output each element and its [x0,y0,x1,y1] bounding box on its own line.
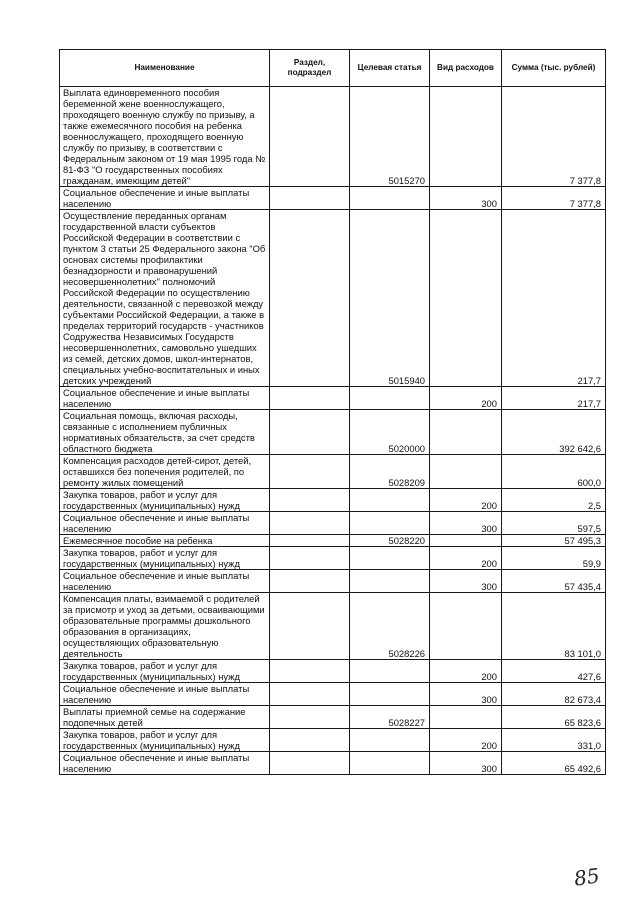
row-sum-cell: 59,9 [502,547,606,570]
row-section-cell [270,410,350,455]
row-type-cell [430,593,502,660]
row-section-cell [270,660,350,683]
row-name-cell: Социальное обеспечение и иные выплаты населению [60,570,270,593]
row-sum-cell: 217,7 [502,387,606,410]
row-target-cell [350,570,430,593]
row-target-cell [350,752,430,775]
row-type-cell [430,210,502,387]
table-row [60,489,606,512]
row-name-cell: Компенсация расходов детей-сирот, детей, оставшихся без попечения родителей, по ремонту жилых помещений [60,455,270,489]
table-row [60,455,606,489]
row-sum-cell: 57 435,4 [502,570,606,593]
row-sum-cell: 392 642,6 [502,410,606,455]
row-section-cell [270,729,350,752]
row-type-cell: 200 [430,547,502,570]
row-name-cell: Компенсация платы, взимаемой с родителей за присмотр и уход за детьми, осваивающими образовательные программы дошкольного образования в организациях, осуществляющих образовательную деятельность [60,593,270,660]
table-row [60,547,606,570]
table-row [60,729,606,752]
table-row [60,683,606,706]
row-type-cell: 200 [430,387,502,410]
row-section-cell [270,593,350,660]
row-target-cell [350,387,430,410]
row-section-cell [270,752,350,775]
row-sum-cell: 331,0 [502,729,606,752]
table-row [60,387,606,410]
row-type-cell [430,87,502,187]
row-section-cell [270,547,350,570]
row-section-cell [270,455,350,489]
row-section-cell [270,512,350,535]
row-sum-cell: 427,6 [502,660,606,683]
row-target-cell [350,660,430,683]
row-type-cell: 300 [430,512,502,535]
table-row [60,706,606,729]
row-sum-cell: 2,5 [502,489,606,512]
row-type-cell: 300 [430,752,502,775]
row-sum-cell: 7 377,8 [502,87,606,187]
row-target-cell [350,512,430,535]
row-target-cell [350,489,430,512]
row-type-cell [430,410,502,455]
row-section-cell [270,387,350,410]
row-sum-cell: 600,0 [502,455,606,489]
table-row [60,187,606,210]
row-section-cell [270,683,350,706]
table-row [60,752,606,775]
row-name-cell: Закупка товаров, работ и услуг для государственных (муниципальных) нужд [60,547,270,570]
row-section-cell [270,489,350,512]
row-section-cell [270,187,350,210]
row-target-cell: 5028220 [350,535,430,547]
row-target-cell [350,187,430,210]
row-type-cell [430,706,502,729]
row-section-cell [270,570,350,593]
row-section-cell [270,706,350,729]
header-target: Целевая статья [350,50,430,87]
row-name-cell: Социальное обеспечение и иные выплаты населению [60,512,270,535]
row-name-cell: Выплаты приемной семье на содержание подопечных детей [60,706,270,729]
header-section: Раздел, подраздел [270,50,350,87]
row-target-cell: 5028226 [350,593,430,660]
table-row [60,535,606,547]
budget-table [59,49,606,775]
row-sum-cell: 83 101,0 [502,593,606,660]
row-type-cell [430,535,502,547]
row-type-cell: 300 [430,187,502,210]
row-type-cell [430,455,502,489]
table-row [60,410,606,455]
table-row [60,593,606,660]
row-target-cell: 5015270 [350,87,430,187]
row-target-cell: 5028227 [350,706,430,729]
table-row [60,660,606,683]
row-type-cell: 300 [430,683,502,706]
row-type-cell: 200 [430,729,502,752]
row-type-cell: 200 [430,489,502,512]
row-target-cell [350,729,430,752]
row-target-cell [350,683,430,706]
row-name-cell: Социальное обеспечение и иные выплаты населению [60,752,270,775]
row-sum-cell: 217,7 [502,210,606,387]
row-sum-cell: 82 673,4 [502,683,606,706]
row-target-cell: 5020000 [350,410,430,455]
row-target-cell: 5028209 [350,455,430,489]
row-name-cell: Осуществление переданных органам государственной власти субъектов Российской Федерации в соответствии с пунктом 3 статьи 25 Федерального закона "Об основах системы профилактики безнадзорности и правонарушений несовершеннолетних" полномочий Российской Федерации по осуществлению деятельности, связанной с перевозкой между субъектами Российской Федерации, а также в пределах территорий государств - участников Содружества Независимых Государств несовершеннолетних, самовольно ушедших из семей, детских домов, школ-интернатов, специальных учебно-воспитательных и иных детских учреждений [60,210,270,387]
row-section-cell [270,210,350,387]
row-section-cell [270,87,350,187]
header-type: Вид расходов [430,50,502,87]
row-sum-cell: 597,5 [502,512,606,535]
row-name-cell: Закупка товаров, работ и услуг для государственных (муниципальных) нужд [60,489,270,512]
row-type-cell: 200 [430,660,502,683]
row-section-cell [270,535,350,547]
row-sum-cell: 7 377,8 [502,187,606,210]
table-row [60,87,606,187]
budget-table-sheet [59,49,606,775]
row-name-cell: Выплата единовременного пособия беременной жене военнослужащего, проходящего военную службу по призыву, а также ежемесячного пособия на ребенка военнослужащего, проходящего военную службу по призыву, в соответствии с Федеральным законом от 19 мая 1995 года № 81-ФЗ "О государственных пособиях гражданам, имеющим детей" [60,87,270,187]
row-name-cell: Социальное обеспечение и иные выплаты населению [60,683,270,706]
page-number: 85 [572,863,601,891]
table-row [60,512,606,535]
row-target-cell: 5015940 [350,210,430,387]
row-name-cell: Ежемесячное пособие на ребенка [60,535,270,547]
row-name-cell: Закупка товаров, работ и услуг для государственных (муниципальных) нужд [60,660,270,683]
row-sum-cell: 57 495,3 [502,535,606,547]
row-sum-cell: 65 492,6 [502,752,606,775]
row-target-cell [350,547,430,570]
table-row [60,570,606,593]
header-name: Наименование [60,50,270,87]
table-header-row [60,50,606,87]
row-type-cell: 300 [430,570,502,593]
row-name-cell: Социальная помощь, включая расходы, связанные с исполнением публичных нормативных обязательств, за счет средств областного бюджета [60,410,270,455]
table-row [60,210,606,387]
row-sum-cell: 65 823,6 [502,706,606,729]
header-sum: Сумма (тыс. рублей) [502,50,606,87]
row-name-cell: Социальное обеспечение и иные выплаты населению [60,187,270,210]
row-name-cell: Закупка товаров, работ и услуг для государственных (муниципальных) нужд [60,729,270,752]
row-name-cell: Социальное обеспечение и иные выплаты населению [60,387,270,410]
